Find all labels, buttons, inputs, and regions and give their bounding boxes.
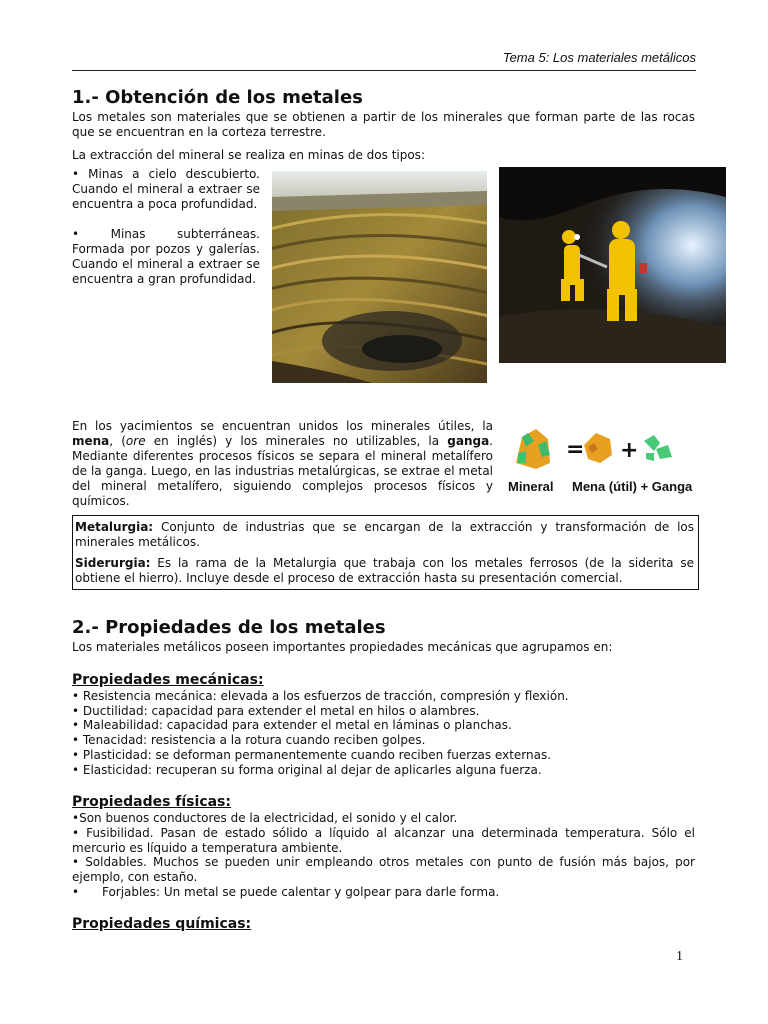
list-item: •Son buenos conductores de la electricidad, el sonido y el calor. bbox=[72, 811, 458, 826]
mine-open-text: • Minas a cielo descubierto. Cuando el mineral a extraer se encuentra a poca profundidad. bbox=[72, 167, 260, 211]
term-mena: mena bbox=[72, 434, 110, 448]
definition-metalurgia: Metalurgia: Conjunto de industrias que se encargan de la extracción y transformación de los minerales metálicos. bbox=[75, 520, 694, 549]
mineral-diagram bbox=[508, 419, 708, 505]
page-number: 1 bbox=[676, 949, 683, 964]
mechanical-heading: Propiedades mecánicas: bbox=[72, 672, 264, 688]
section2-heading: 2.- Propiedades de los metales bbox=[72, 617, 386, 638]
physical-properties bbox=[72, 793, 695, 899]
physical-list bbox=[72, 811, 695, 899]
mines-block bbox=[72, 167, 695, 385]
page-content bbox=[72, 86, 695, 933]
chemical-heading: Propiedades químicas: bbox=[72, 916, 252, 933]
underground-mine-photo bbox=[499, 167, 726, 363]
list-item: • Plasticidad: se deforman permanentemente cuando reciben fuerzas externas. bbox=[72, 747, 552, 762]
term-ganga: ganga bbox=[447, 434, 490, 448]
header-rule bbox=[72, 70, 696, 71]
page-header: Tema 5: Los materiales metálicos bbox=[502, 50, 696, 65]
list-item: • Tenacidad: resistencia a la rotura cuando reciben golpes. bbox=[72, 733, 426, 748]
mineral-label: Mineral bbox=[508, 479, 554, 494]
open-pit-mine-photo bbox=[272, 171, 487, 383]
chemical-properties bbox=[72, 915, 695, 933]
mine-underground-text: • Minas subterráneas. Formada por pozos y galerías. Cuando el mineral a extraer se encuentra a gran profundidad. bbox=[72, 227, 260, 286]
physical-heading: Propiedades físicas: bbox=[72, 794, 231, 811]
extraction-text: La extracción del mineral se realiza en minas de dos tipos: bbox=[72, 148, 425, 162]
list-item: • Elasticidad: recuperan su forma original al dejar de aplicarles alguna fuerza. bbox=[72, 762, 542, 777]
definition-siderurgia: Siderurgia: Es la rama de la Metalurgia que trabaja con los metales ferrosos (de la siderita se obtiene el hierro). Incluye desde el proceso de extracción hasta su presentación comercial. bbox=[75, 556, 694, 585]
mena-icon bbox=[584, 433, 612, 463]
list-item: • Resistencia mecánica: elevada a los esfuerzos de tracción, compresión y flexión. bbox=[72, 689, 569, 703]
list-item: • Maleabilidad: capacidad para extender el metal en láminas o planchas. bbox=[72, 718, 512, 733]
ganga-icon bbox=[644, 435, 672, 461]
mena-ganga-label: Mena (útil) + Ganga bbox=[572, 479, 693, 494]
mineral-rock-icon bbox=[516, 429, 550, 469]
section1-heading: 1.- Obtención de los metales bbox=[72, 87, 363, 108]
section1-intro: Los metales son materiales que se obtienen a partir de los minerales que forman parte de las rocas que se encuentran en la corteza terrestre. bbox=[72, 110, 695, 139]
svg-text:=: = bbox=[566, 437, 585, 462]
list-item: • Soldables. Muchos se pueden unir empleando otros metales con punto de fusión más bajos, por ejemplo, con estaño. bbox=[72, 855, 695, 885]
mena-paragraph: En los yacimientos se encuentran unidos los minerales útiles, la mena, (ore en inglés) y los minerales no utilizables, la ganga. Mediante diferentes procesos físicos se separa el mineral metalífero de la ganga. Luego, en las industrias metalúrgicas, se extrae el metal del mineral metalífero, siguiendo complejos procesos físicos y químicos. bbox=[72, 419, 493, 508]
svg-text:+: + bbox=[620, 438, 639, 463]
section2-intro: Los materiales metálicos poseen importantes propiedades mecánicas que agrupamos en: bbox=[72, 640, 613, 654]
list-item: • Ductilidad: capacidad para extender el metal en hilos o alambres. bbox=[72, 703, 480, 718]
definitions-box bbox=[72, 515, 699, 590]
list-item: • Fusibilidad. Pasan de estado sólido a líquido al alcanzar una determinada temperatura. Sólo el mercurio es líquido a temperatura ambiente. bbox=[72, 825, 695, 855]
mechanical-properties bbox=[72, 671, 695, 777]
mine-types bbox=[72, 167, 260, 302]
section2 bbox=[72, 616, 695, 933]
term-ore: ore bbox=[125, 434, 146, 448]
mechanical-list bbox=[72, 689, 695, 777]
list-item: • Forjables: Un metal se puede calentar y golpear para darle forma. bbox=[72, 884, 500, 899]
mena-block bbox=[72, 419, 695, 515]
